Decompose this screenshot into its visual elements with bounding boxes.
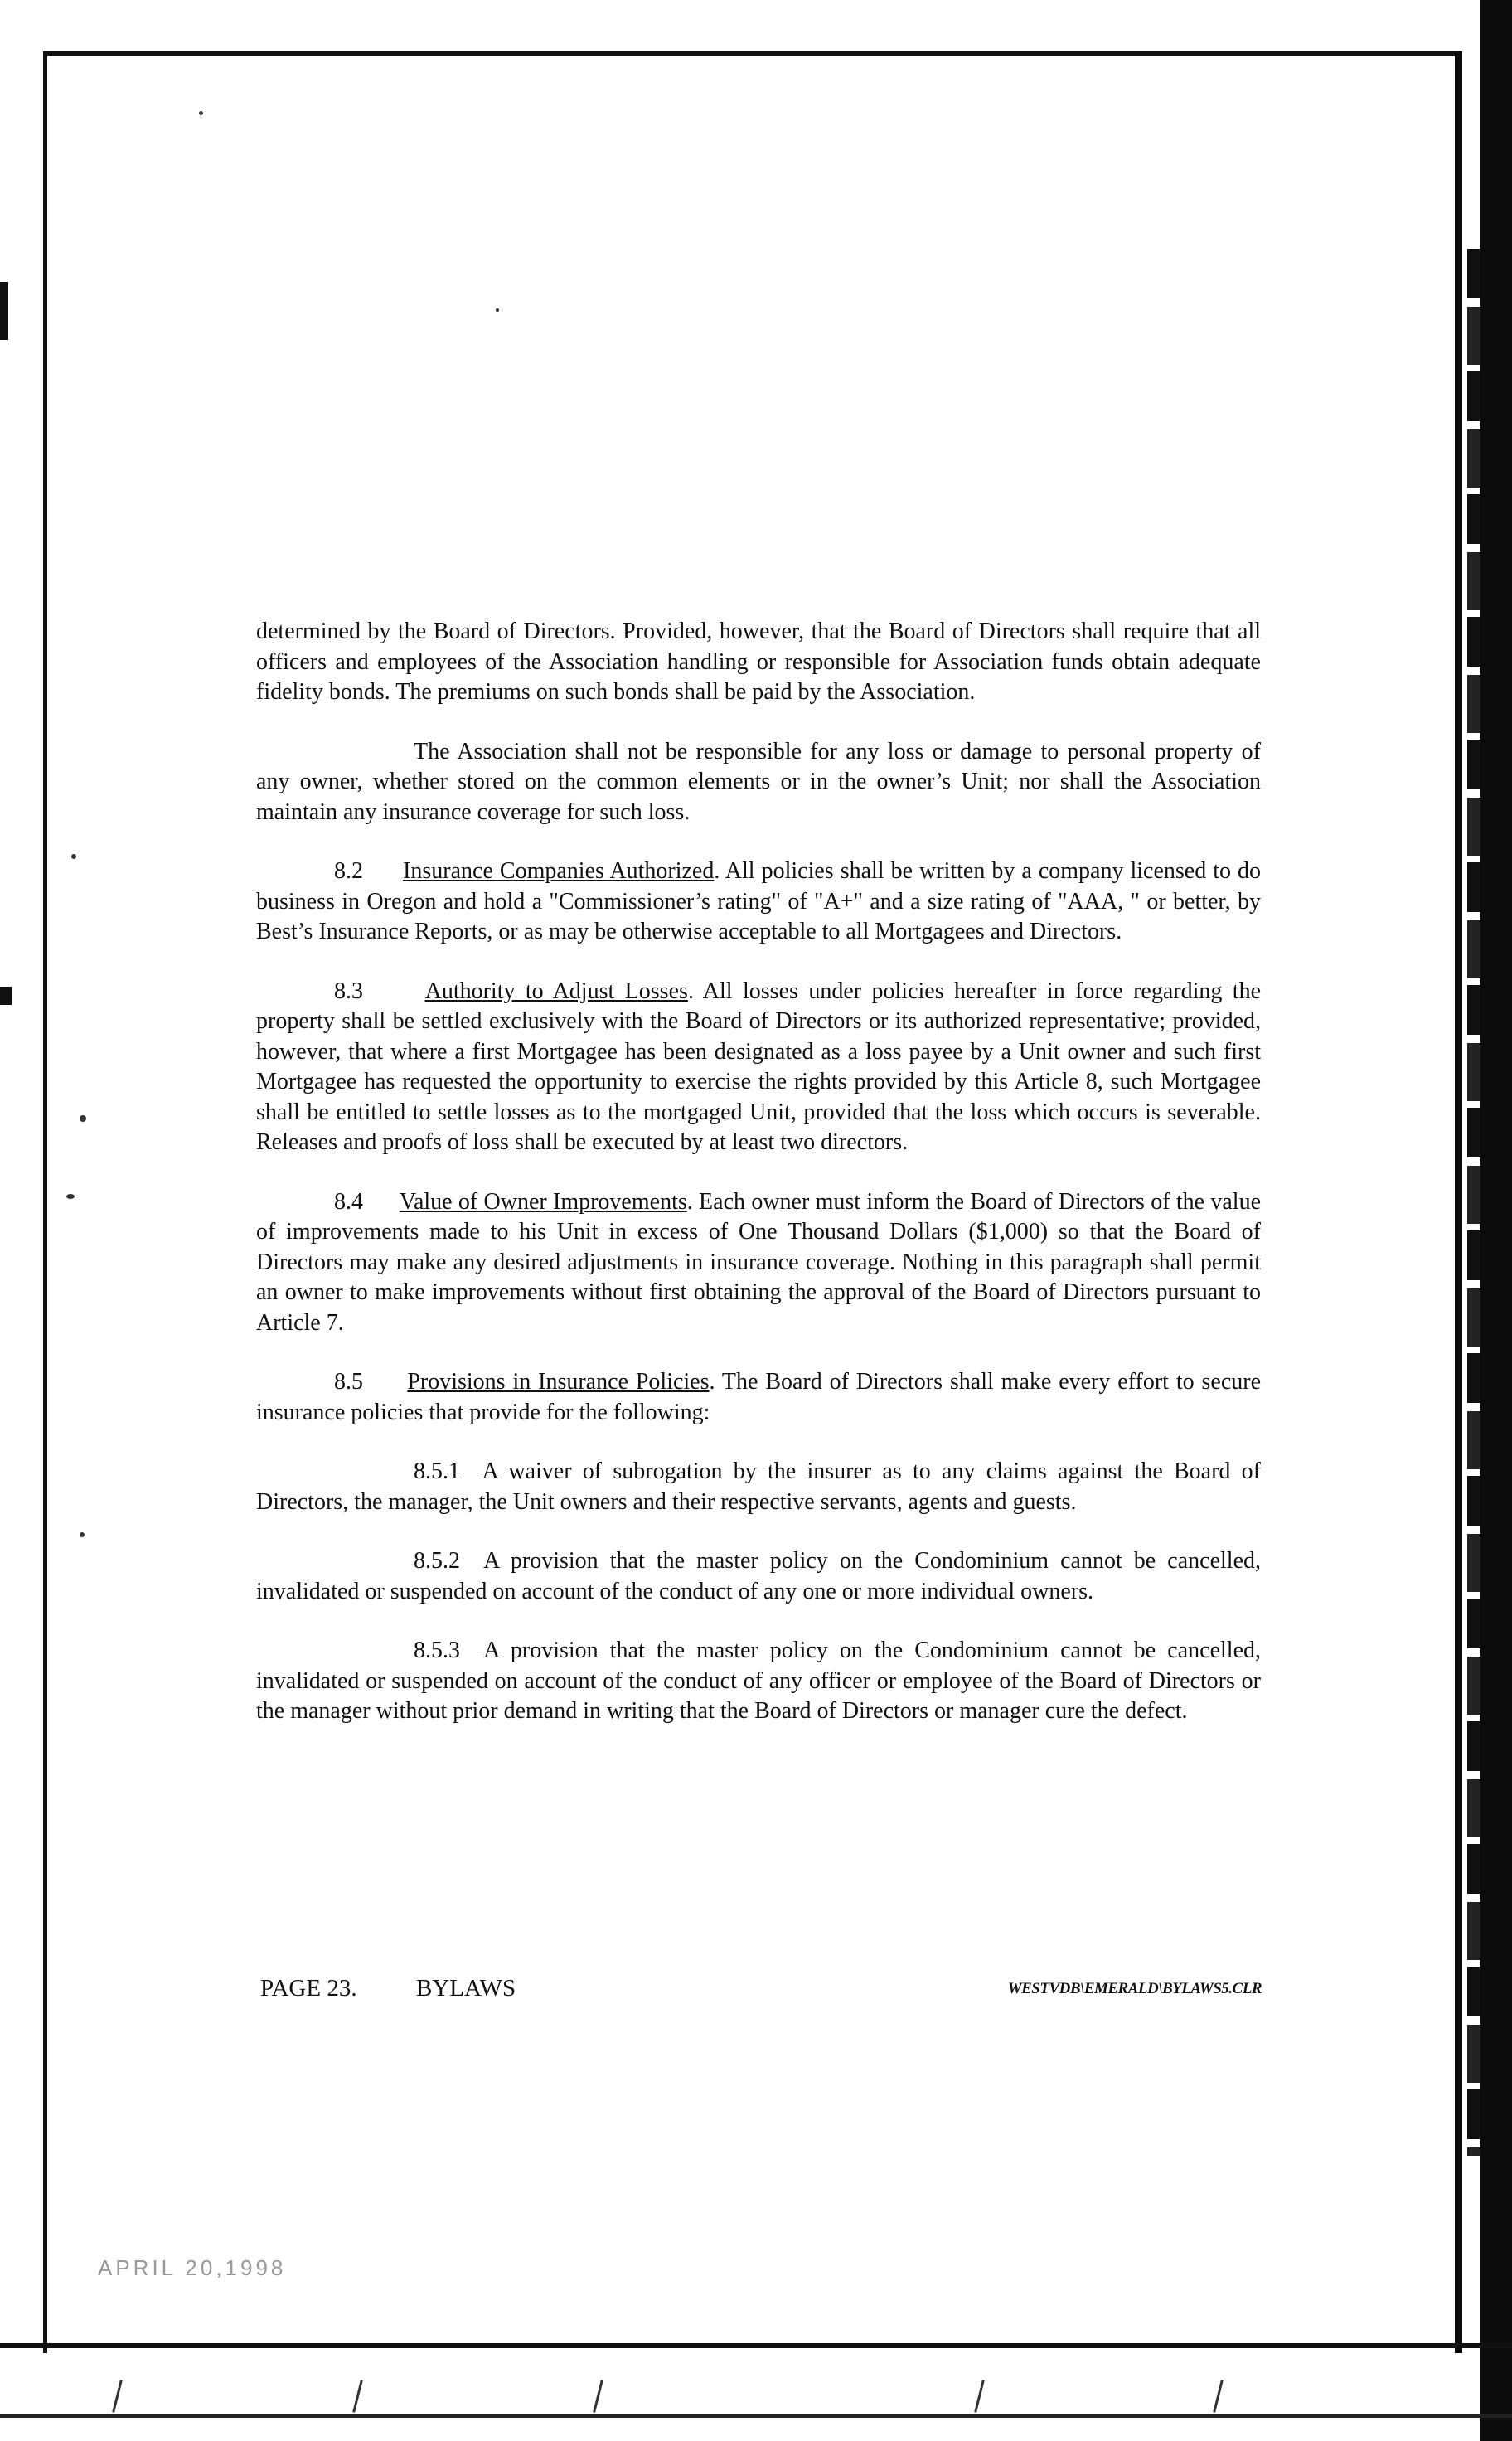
scan-speck bbox=[80, 1115, 86, 1122]
paragraph-liability: The Association shall not be responsible for any loss or damage to personal property of any owner, whether stored on the common elements or in the owner’s Unit; nor shall the Association maintain any insurance coverage for such loss. bbox=[256, 738, 1261, 825]
page-number: PAGE 23. bbox=[260, 1975, 357, 2002]
scan-scribble bbox=[974, 2380, 985, 2413]
scan-speck bbox=[71, 854, 76, 859]
scan-scribble bbox=[352, 2380, 363, 2413]
scan-right-edge bbox=[1480, 0, 1512, 2441]
section-8-5-3: 8.5.3 A provision that the master policy on the Condominium cannot be cancelled, invalidated or suspended on account of the conduct of any officer or employee of the Board of Directors or the manager without prior demand in writing that the Board of Directors or manager cure the defect. bbox=[256, 1638, 1262, 1724]
section-heading: Authority to Adjust Losses bbox=[424, 978, 688, 1004]
section-8-4: 8.4 Value of Owner Improvements. Each owner must inform the Board of Directors of the value of improvements made to his Unit in excess of One Thousand Dollars ($1,000) so that the Board of Directors may make any desired adjustments in insurance coverage. Nothing in this paragraph shall permit an owner to make improvements without first obtaining the approval of the Board of Directors pursuant to Article 7. bbox=[256, 1188, 1261, 1336]
scan-left-mark bbox=[0, 282, 8, 340]
scan-bottom-line bbox=[0, 2343, 1512, 2348]
document-body bbox=[256, 617, 1261, 1756]
scan-bottom-line-lower bbox=[0, 2414, 1512, 2418]
section-8-3: 8.3 Authority to Adjust Losses. All losses under policies hereafter in force regarding the property shall be settled exclusively with the Board of Directors or its authorized representative; provided, however, that where a first Mortgagee has been designated as a loss payee by a Unit owner and such first Mortgagee has requested the opportunity to exercise the rights provided by this Article 8, such Mortgagee shall be entitled to settle losses as to the mortgaged Unit, provided that the loss which occurs is severable. Releases and proofs of loss shall be executed by at least two directors. bbox=[256, 978, 1261, 1155]
section-8-5-2: 8.5.2 A provision that the master policy on the Condominium cannot be cancelled, invalidated or suspended on account of the conduct of any one or more individual owners. bbox=[256, 1548, 1262, 1604]
section-heading: Value of Owner Improvements bbox=[399, 1188, 687, 1215]
document-name: BYLAWS bbox=[416, 1975, 516, 2002]
section-8-5-1: 8.5.1 A waiver of subrogation by the insurer as to any claims against the Board of Directors, the manager, the Unit owners and their respective servants, agents and guests. bbox=[256, 1458, 1261, 1515]
scan-speck bbox=[496, 308, 499, 312]
section-8-5: 8.5 Provisions in Insurance Policies. The Board of Directors shall make every effort to secure insurance policies that provide for the following: bbox=[256, 1369, 1261, 1425]
scan-right-edge-noise bbox=[1467, 249, 1480, 2156]
page-footer bbox=[260, 1975, 1262, 2008]
paragraph-continued: determined by the Board of Directors. Provided, however, that the Board of Directors shall require that all officers and employees of the Association handling or responsible for Association funds obtain adequate fidelity bonds. The premiums on such bonds shall be paid by the Association. bbox=[256, 619, 1261, 705]
section-heading: Insurance Companies Authorized bbox=[403, 858, 715, 884]
scan-left-mark bbox=[0, 987, 12, 1005]
scan-scribble bbox=[1213, 2380, 1224, 2413]
scan-speck bbox=[80, 1532, 85, 1537]
scan-speck bbox=[66, 1194, 75, 1199]
scan-scribble bbox=[593, 2380, 603, 2413]
date-stamp: APRIL 20,1998 bbox=[98, 2255, 287, 2280]
scan-speck bbox=[199, 111, 203, 115]
file-path: WESTVDB\EMERALD\BYLAWS5.CLR bbox=[1007, 1980, 1262, 1997]
section-heading: Provisions in Insurance Policies bbox=[407, 1369, 710, 1395]
scan-scribble bbox=[112, 2380, 123, 2413]
section-8-2: 8.2 Insurance Companies Authorized. All policies shall be written by a company licensed to do business in Oregon and hold a "Commissioner’s rating" of "A+" and a size rating of "AAA, " or better, by Best’s Insurance Reports, or as may be otherwise acceptable to all Mortgagees and Directors. bbox=[256, 858, 1262, 944]
